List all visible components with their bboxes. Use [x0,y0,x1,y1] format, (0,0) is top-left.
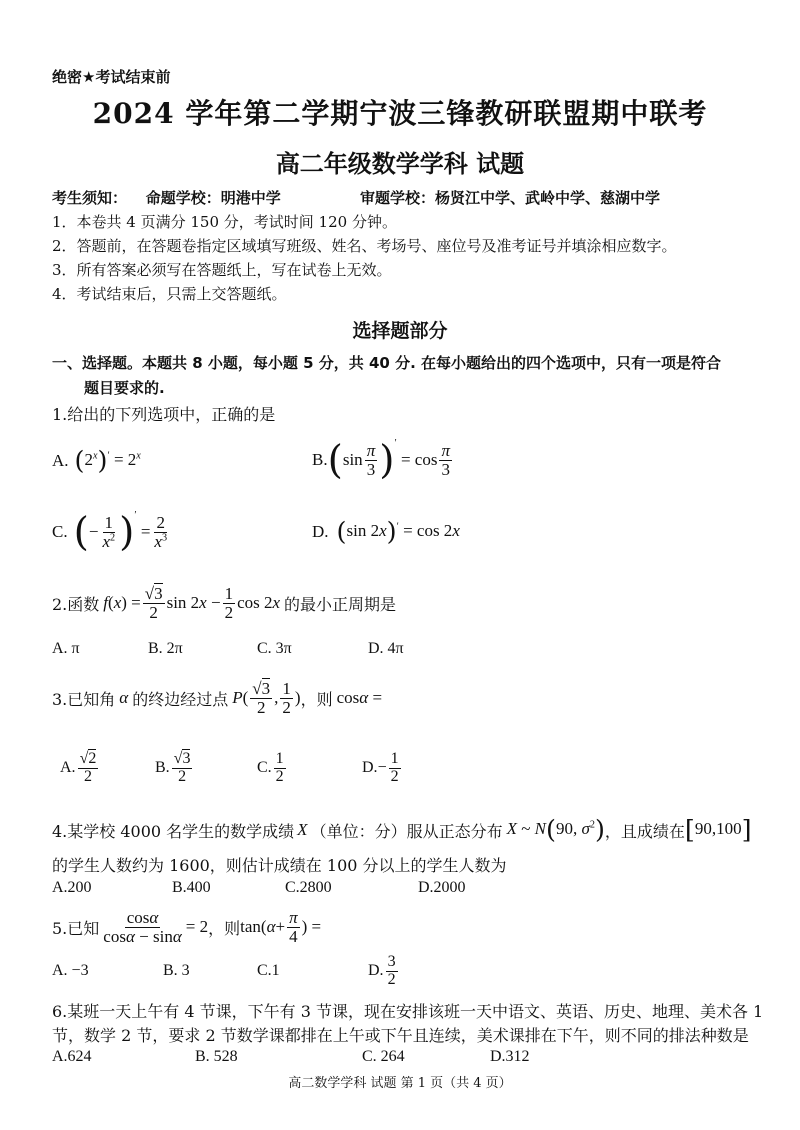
q6-line2: 节，数学 2 节，要求 2 节数学课都排在上午或下午且连续，美术课排在下午，则不同的排法种数是 [52,1026,749,1045]
q2-pre: 2.函数 [52,594,100,614]
q6-option-c: C. 264 [362,1048,405,1065]
notice-label: 考生须知： [52,189,128,207]
q2-option-d: D. 4π [368,640,404,657]
q3-option-d: D. − $\frac{1}{2}$ [362,749,399,785]
q4-option-d: D.2000 [418,879,466,896]
q3-option-a: A. $\frac{√2}{2}$ [60,749,97,785]
confidential-label: 绝密★考试结束前 [52,68,171,86]
option-letter: A. [52,451,69,470]
option-letter: D. [368,962,384,979]
q5-stem: 5.已知 $\frac{\cos\alpha}{\cos\alpha - \sin\alpha}$ = 2 ，则 tan( α + $\frac{\pi}{4}$ ) = [52,907,322,946]
q4-line2: 的学生人数约为 1600，则估计成绩在 100 分以上的学生人数为 [52,856,507,875]
q6-line1: 6.某班一天上午有 4 节课，下午有 3 节课，现在安排该班一天中语文、英语、历史、地理、美术各 1 [52,1002,764,1021]
q3-mid: 的终边经过点 [132,689,229,709]
q6-option-d: D.312 [490,1048,530,1065]
q2-post: 的最小正周期是 [284,594,397,614]
notice-item: 3．所有答案必须写在答题纸上，写在试卷上无效。 [52,261,392,279]
q1-option-c: C. ( − $\frac{1}{x^2}$ ) ′ = $\frac{2}{x^3}$ [52,509,168,555]
q5-option-b: B. 3 [163,962,190,979]
notice-header [52,187,661,208]
q6-option-b: B. 528 [195,1048,238,1065]
exam-subtitle: 高二年级数学学科 试题 [275,149,525,178]
q4-text-c: ，且成绩在 [604,821,685,841]
q3-option-b: B. $\frac{√3}{2}$ [155,749,191,785]
q4-option-c: C.2800 [285,879,332,896]
q3-post: ，则 [300,689,333,709]
reviewer-schools: 审题学校：杨贤江中学、武岭中学、慈湖中学 [360,189,661,207]
q2-stem: 2.函数 f ( x ) = $\frac{√3}{2}$ sin 2 x − $\frac{1}{2}$ cos 2 x 的最小正周期是 [52,583,397,622]
q5-option-a: A. −3 [52,962,89,979]
section-instruction-cont: 题目要求的. [84,379,165,397]
notice-item: 4．考试结束后，只需上交答题纸。 [52,285,287,303]
option-letter: B. [312,450,328,469]
q1-option-b: B. ( sin $\frac{\pi}{3}$ ) ′ = cos $\frac{\pi}{3}$ [312,437,450,483]
q4-line1: 4.某学校 4000 名学生的数学成绩 X （单位：分）服从正态分布 X ~ N(90, $\sigma^2$) ，且成绩在 [90,100] [52,815,752,845]
option-letter: D. [362,759,378,776]
q3-pre: 3.已知角 [52,689,116,709]
q4-text-a: 4.某学校 4000 名学生的数学成绩 [52,821,295,841]
option-letter: B. [155,759,170,776]
q4-option-a: A.200 [52,879,92,896]
notice-item: 2．答题前，在答题卷指定区域填写班级、姓名、考场号、座位号及准考证号并填涂相应数字。 [52,237,677,255]
exam-title: 2024 学年第二学期宁波三锋教研联盟期中联考 [92,97,708,130]
q4-option-b: B.400 [172,879,211,896]
q5-mid: ，则 [208,918,241,938]
notice-item: 1．本卷共 4 页满分 150 分，考试时间 120 分钟。 [52,213,397,231]
page-footer: 高二数学学科 试题 第 1 页（共 4 页） [288,1076,512,1091]
section-title: 选择题部分 [352,320,448,342]
option-letter: D. [312,522,329,541]
q1-option-d: D. (sin 2x)′ = cos 2x [312,517,460,547]
q6-option-a: A.624 [52,1048,92,1065]
q5-pre: 5.已知 [52,918,100,938]
setter-school: 命题学校：明港中学 [145,189,281,207]
q3-option-c: C. $\frac{1}{2}$ [257,749,284,785]
q2-option-a: A. π [52,640,80,657]
option-letter: C. [52,522,68,541]
q4-text-b: （单位：分）服从正态分布 [310,821,503,841]
q2-option-c: C. 3π [257,640,292,657]
option-letter: A. [60,759,76,776]
q2-option-b: B. 2π [148,640,183,657]
option-letter: C. [257,759,272,776]
q5-option-d: D. $\frac{3}{2}$ [368,952,396,988]
section-instruction: 一、选择题。本题共 8 小题，每小题 5 分，共 40 分. 在每小题给出的四个选项中，只有一项是符合 [52,354,722,372]
q1-stem: 1.给出的下列选项中，正确的是 [52,405,276,424]
q5-option-c: C.1 [257,962,280,979]
q1-option-a: A. $(2^x)' = 2^x$ [52,446,141,476]
q3-stem: 3.已知角 α 的终边经过点 P ( $\frac{√3}{2}$ , $\frac{1}{2}$ ) ，则 cosα = [52,678,383,717]
